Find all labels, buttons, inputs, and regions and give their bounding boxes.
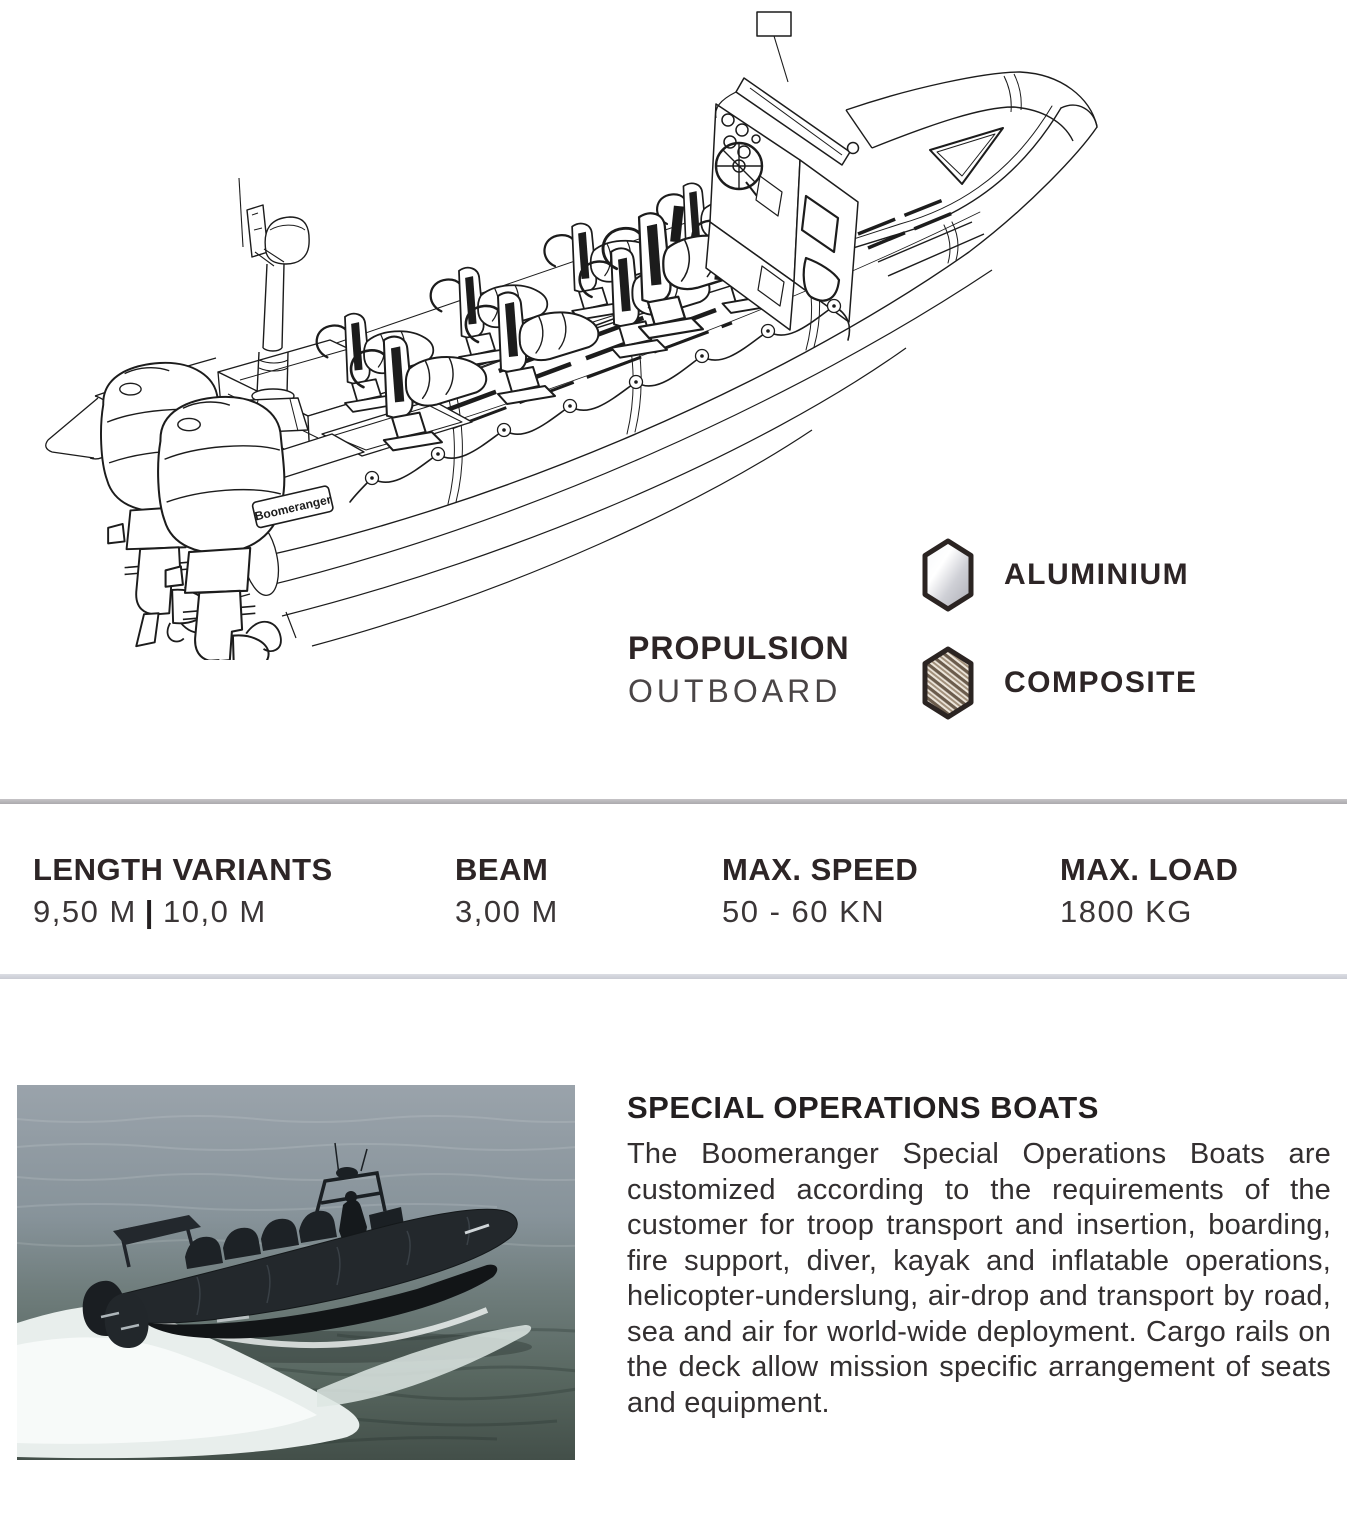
legend-row-aluminium (922, 538, 1198, 612)
spec-value: 3,00 M (455, 894, 559, 929)
spec-value: 50 - 60 KN (722, 894, 886, 929)
section-body: The Boomeranger Special Operations Boats are customized according to the requirements of the customer for troop transport and insertion, boarding, fire support, diver, kayak and inflatable operations, helicopter-underslung, air-drop and transport by road, sea and air for world-wide deployment. Cargo rails on the deck allow mission specific arrangement of seats and equipment. (627, 1138, 1331, 1419)
spec-label: MAX. SPEED (722, 852, 919, 887)
hexagon-composite-icon (922, 646, 974, 720)
bow-tube (846, 72, 1097, 184)
propulsion-label: PROPULSION (628, 630, 850, 666)
boat-brand-text: Boomeranger (253, 492, 333, 524)
section-title: SPECIAL OPERATIONS BOATS (627, 1090, 1099, 1125)
spec-label: MAX. LOAD (1060, 852, 1239, 887)
spec-label: BEAM (455, 852, 549, 887)
spec-max-speed (722, 852, 918, 930)
hexagon-aluminium-icon (922, 538, 974, 612)
spec-length-variants (33, 852, 333, 930)
spec-value: 1800 KG (1060, 894, 1193, 929)
propulsion-block (628, 630, 850, 710)
length-variant-separator: | (144, 894, 155, 929)
spec-row (0, 852, 1347, 972)
spec-beam (455, 852, 559, 930)
spec-value (33, 894, 333, 930)
spec-label: LENGTH VARIANTS (33, 852, 333, 887)
divider-top (0, 799, 1347, 804)
propulsion-value: OUTBOARD (628, 673, 842, 709)
legend-label-composite: COMPOSITE (1004, 666, 1198, 699)
helm-console (706, 12, 859, 330)
boat-photo (17, 1085, 575, 1460)
about-section (627, 1090, 1331, 1421)
legend-label-aluminium: ALUMINIUM (1004, 558, 1190, 591)
length-variant-1: 9,50 M (33, 894, 137, 929)
spec-max-load (1060, 852, 1238, 930)
legend-row-composite (922, 646, 1198, 720)
divider-bottom (0, 974, 1347, 979)
length-variant-2: 10,0 M (162, 894, 267, 929)
materials-legend (922, 538, 1198, 720)
